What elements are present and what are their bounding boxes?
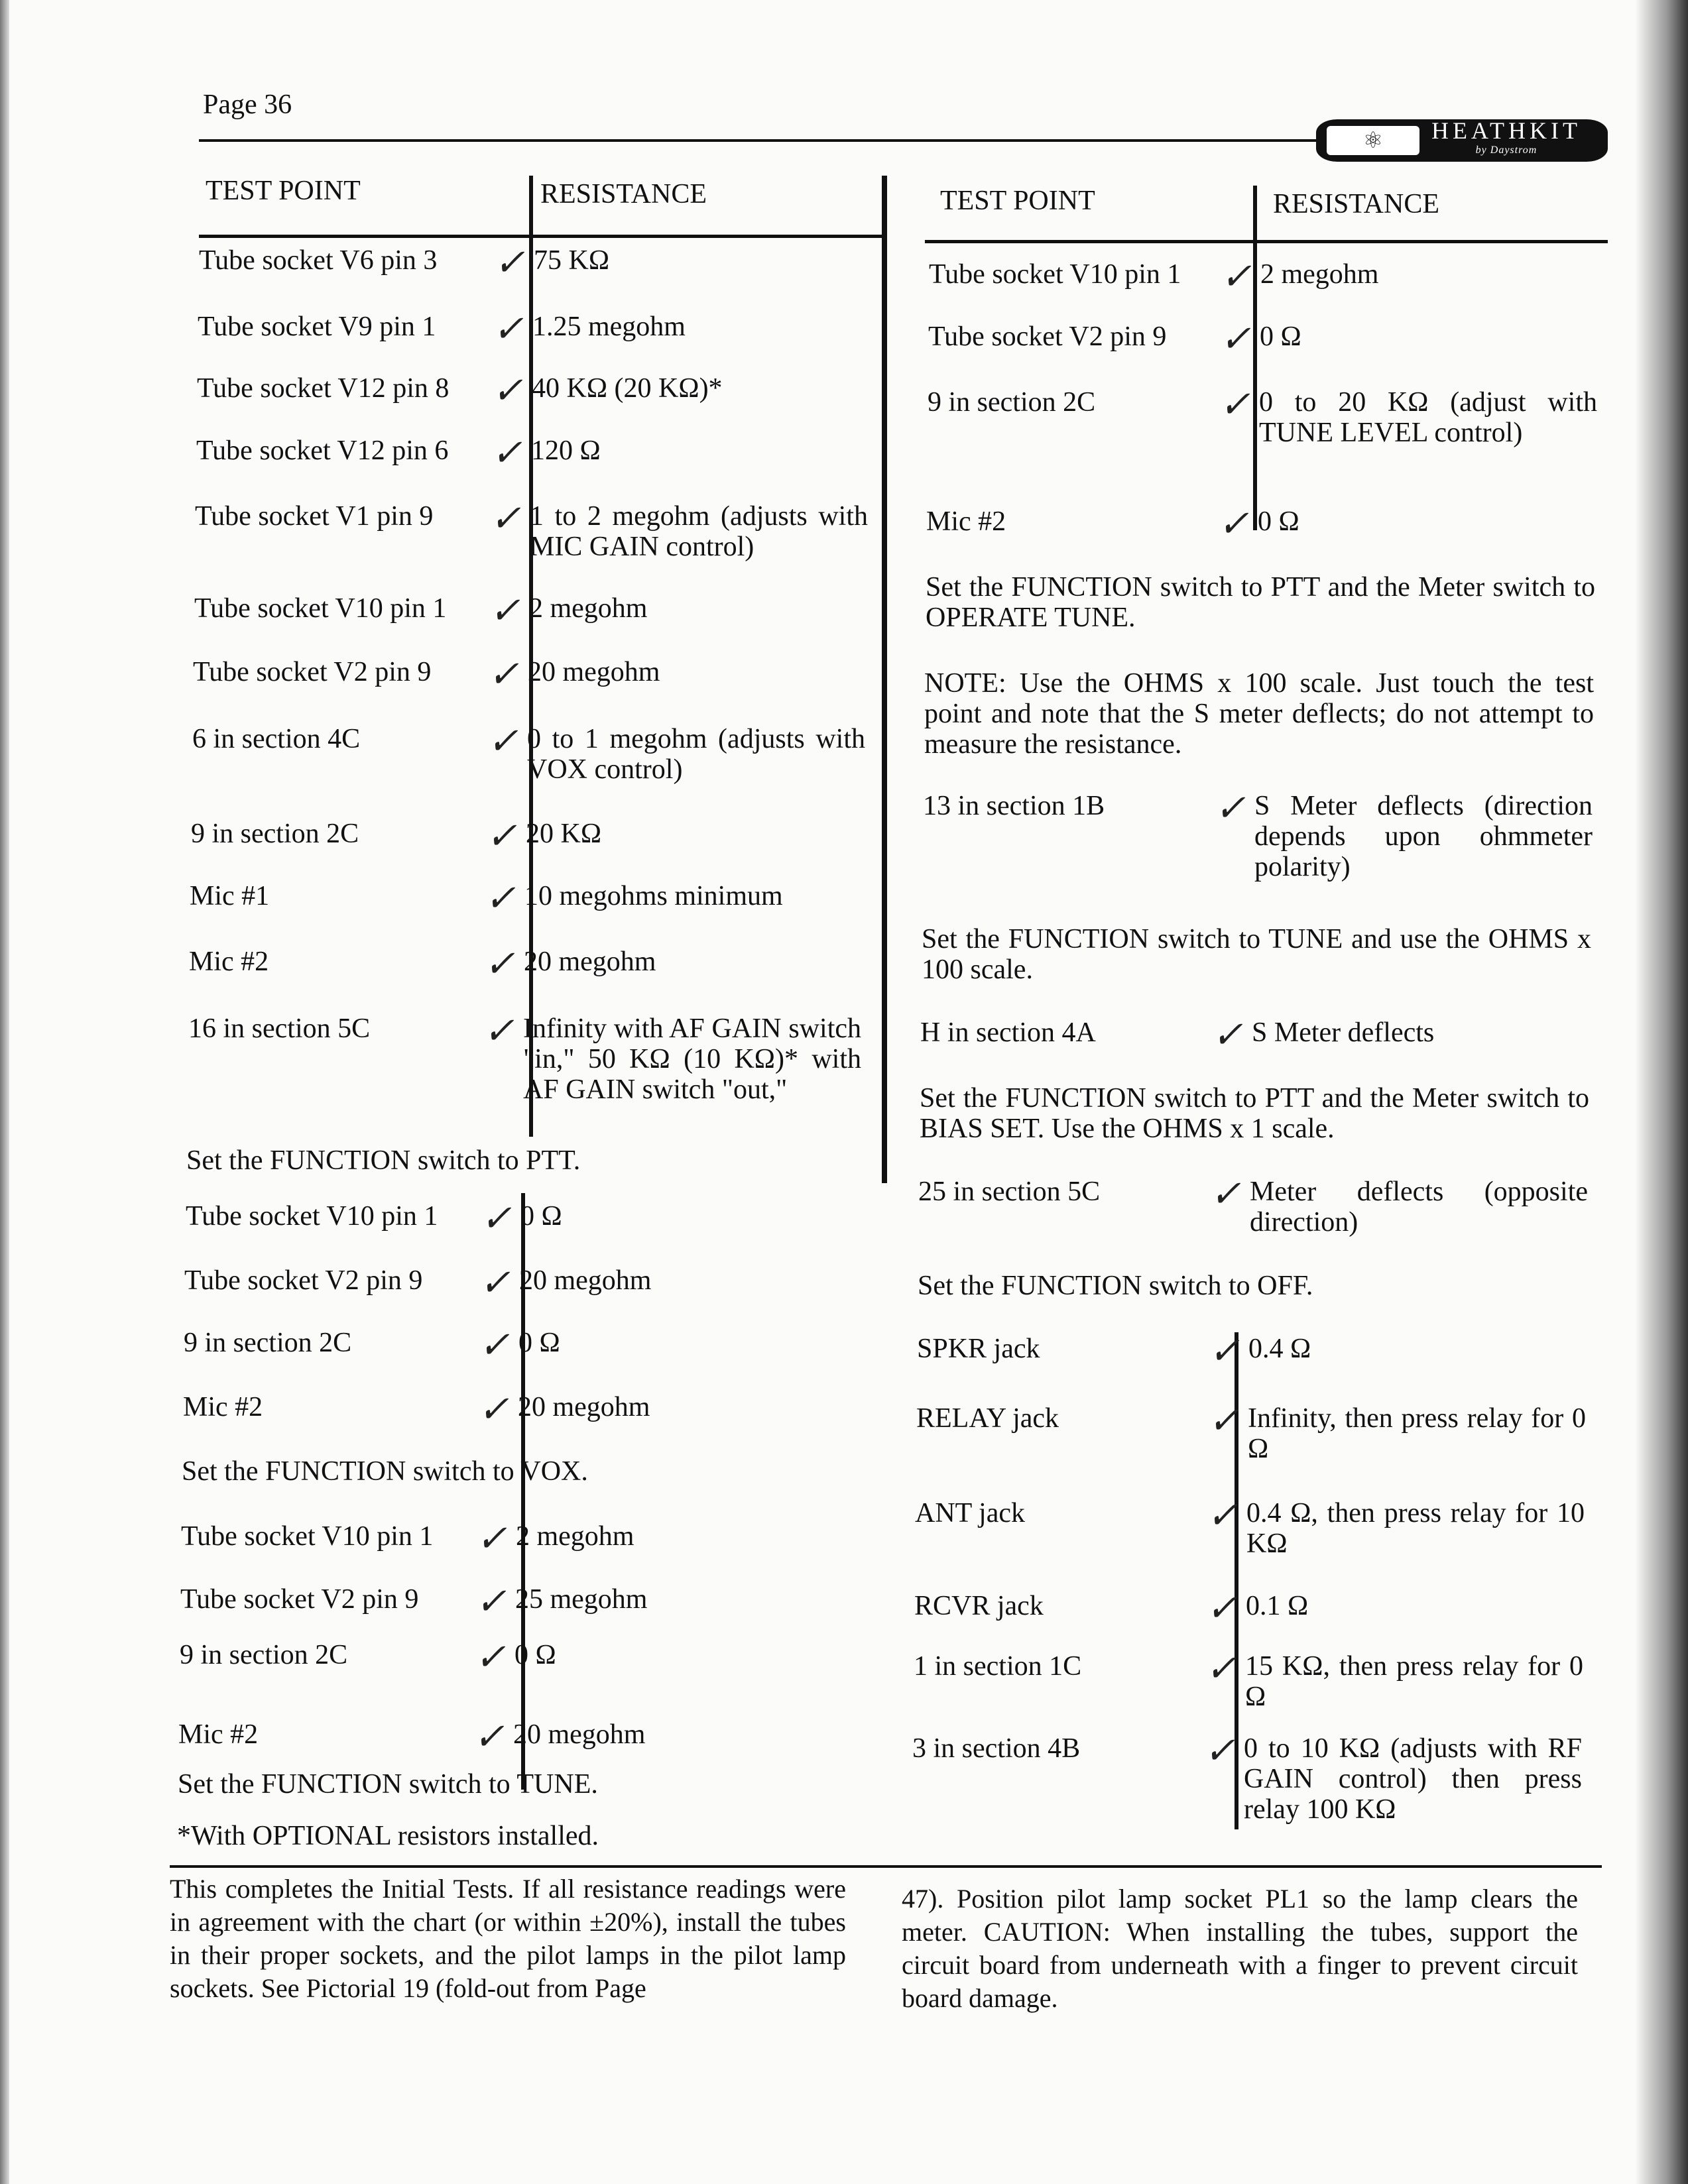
scan-edge-right	[1635, 0, 1688, 2184]
test-point-cell: Tube socket V12 pin 8	[197, 373, 450, 404]
test-point-cell: H in section 4A	[920, 1017, 1096, 1048]
left-header-test-point: TEST POINT	[206, 176, 361, 206]
instruction-text: *With OPTIONAL resistors installed.	[177, 1821, 599, 1851]
test-point-cell: Tube socket V2 pin 9	[180, 1584, 419, 1615]
resistance-cell: Meter deflects (opposite direction)	[1250, 1177, 1588, 1237]
handwritten-check-icon: ✓	[489, 591, 520, 632]
handwritten-check-icon: ✓	[483, 1011, 514, 1052]
handwritten-check-icon: ✓	[1209, 1331, 1240, 1372]
test-point-cell: Tube socket V9 pin 1	[198, 312, 436, 342]
handwritten-check-icon: ✓	[481, 1198, 512, 1239]
test-point-cell: Tube socket V10 pin 1	[186, 1201, 438, 1232]
resistance-cell: 10 megohms minimum	[524, 881, 783, 911]
resistance-cell: 20 KΩ	[526, 819, 602, 849]
handwritten-check-icon: ✓	[492, 371, 523, 412]
footer-paragraph-left: This completes the Initial Tests. If all resistance readings were in agreement with the chart (or within ±20%), install the tubes in their proper sockets, and the pilot lamps in the pilot lamp sockets. See Pictorial 19 (fold-out from Page	[170, 1874, 846, 2003]
handwritten-check-icon: ✓	[493, 309, 524, 350]
handwritten-check-icon: ✓	[1206, 1588, 1237, 1629]
test-point-cell: Tube socket V2 pin 9	[928, 321, 1167, 352]
instruction-text: Set the FUNCTION switch to OFF.	[918, 1271, 1313, 1301]
resistance-cell: 0 Ω	[514, 1640, 556, 1670]
test-point-cell: Tube socket V10 pin 1	[181, 1521, 434, 1552]
test-point-cell: Mic #2	[926, 506, 1006, 537]
instruction-text: Set the FUNCTION switch to PTT and the Meter switch to OPERATE TUNE.	[926, 572, 1595, 633]
page-number: Page 36	[203, 89, 292, 120]
handwritten-check-icon: ✓	[490, 498, 521, 540]
handwritten-check-icon: ✓	[1212, 1015, 1243, 1056]
test-point-cell: Tube socket V10 pin 1	[194, 593, 447, 624]
resistance-cell: 2 megohm	[516, 1521, 634, 1552]
resistance-cell: 1 to 2 megohm (adjusts with MIC GAIN control)	[530, 501, 868, 562]
test-point-cell: Mic #2	[183, 1392, 263, 1422]
resistance-cell: S Meter deflects (direction depends upon ohmmeter polarity)	[1254, 791, 1593, 882]
test-point-cell: Tube socket V2 pin 9	[193, 657, 432, 687]
instruction-text: NOTE: Use the OHMS x 100 scale. Just touch the test point and note that the S meter deflects; do not attempt to measure the resistance.	[924, 668, 1594, 760]
handwritten-check-icon: ✓	[1221, 257, 1252, 298]
left-header-resistance: RESISTANCE	[540, 179, 707, 209]
handwritten-check-icon: ✓	[494, 243, 525, 284]
handwritten-check-icon: ✓	[1215, 788, 1246, 829]
instruction-text: Set the FUNCTION switch to VOX.	[182, 1456, 588, 1487]
handwritten-check-icon: ✓	[476, 1519, 507, 1560]
resistance-cell: 20 megohm	[518, 1392, 650, 1422]
resistance-cell: 2 megohm	[529, 593, 648, 624]
header-rule	[199, 139, 1319, 142]
test-point-cell: 13 in section 1B	[923, 791, 1105, 821]
center-divider	[882, 176, 887, 1183]
right-header-test-point: TEST POINT	[940, 186, 1095, 216]
test-point-cell: 1 in section 1C	[914, 1651, 1082, 1682]
handwritten-check-icon: ✓	[1218, 504, 1249, 545]
resistance-cell: 1.25 megohm	[532, 312, 686, 342]
resistance-cell: S Meter deflects	[1252, 1017, 1435, 1048]
instruction-text: Set the FUNCTION switch to TUNE.	[178, 1769, 598, 1800]
handwritten-check-icon: ✓	[478, 1389, 509, 1430]
resistance-cell: 0 Ω	[1258, 506, 1299, 537]
handwritten-check-icon: ✓	[1204, 1731, 1235, 1772]
instruction-text: Set the FUNCTION switch to PTT and the Meter switch to BIAS SET. Use the OHMS x 1 scale.	[920, 1083, 1589, 1144]
resistance-cell: 0 to 10 KΩ (adjusts with RF GAIN control) then press relay 100 KΩ	[1244, 1733, 1582, 1825]
test-point-cell: SPKR jack	[917, 1334, 1040, 1364]
test-point-cell: RELAY jack	[916, 1403, 1059, 1434]
resistance-cell: 20 megohm	[513, 1719, 646, 1750]
resistance-cell: Infinity with AF GAIN switch "in," 50 KΩ (10 KΩ)* with AF GAIN switch "out,"	[523, 1013, 861, 1105]
handwritten-check-icon: ✓	[1207, 1495, 1238, 1536]
handwritten-check-icon: ✓	[479, 1325, 510, 1366]
logo-tagline: by Daystrom	[1475, 144, 1537, 156]
test-point-cell: 3 in section 4B	[912, 1733, 1081, 1764]
test-point-cell: 9 in section 2C	[184, 1328, 352, 1358]
test-point-cell: Mic #2	[189, 947, 269, 977]
resistance-cell: 120 Ω	[531, 435, 601, 466]
heathkit-logo	[1316, 119, 1608, 162]
resistance-cell: 20 megohm	[519, 1265, 652, 1296]
test-point-cell: 9 in section 2C	[180, 1640, 348, 1670]
resistance-cell: 20 megohm	[528, 657, 660, 687]
handwritten-check-icon: ✓	[473, 1717, 505, 1758]
test-point-cell: 9 in section 2C	[928, 387, 1096, 418]
test-point-cell: 25 in section 5C	[918, 1177, 1101, 1207]
footer-paragraph-right: 47). Position pilot lamp socket PL1 so the lamp clears the meter. CAUTION: When installing the tubes, support the circuit board from underneath with a finger to prevent circuit board damage.	[902, 1884, 1578, 2013]
handwritten-check-icon: ✓	[485, 878, 516, 919]
test-point-cell: 9 in section 2C	[191, 819, 359, 849]
resistance-cell: 0.4 Ω	[1248, 1334, 1311, 1364]
logo-brand: HEATHKIT	[1431, 117, 1581, 144]
handwritten-check-icon: ✓	[487, 721, 518, 762]
test-point-cell: Tube socket V12 pin 6	[196, 435, 449, 466]
resistance-cell: 0 Ω	[520, 1201, 562, 1232]
atom-icon: ⚛	[1327, 126, 1419, 155]
scan-edge-left	[0, 0, 9, 2184]
right-header-rule	[925, 240, 1608, 243]
resistance-cell: 0 Ω	[1260, 321, 1301, 352]
resistance-cell: 0 to 1 megohm (adjusts with VOX control)	[527, 724, 865, 785]
resistance-cell: 25 megohm	[515, 1584, 648, 1615]
left-header-rule	[199, 235, 884, 238]
test-point-cell: Tube socket V10 pin 1	[929, 259, 1181, 290]
handwritten-check-icon: ✓	[1205, 1648, 1236, 1690]
resistance-cell: Infinity, then press relay for 0 Ω	[1248, 1403, 1586, 1464]
instruction-text: Set the FUNCTION switch to TUNE and use the OHMS x 100 scale.	[922, 924, 1591, 985]
resistance-cell: 40 KΩ (20 KΩ)*	[532, 373, 723, 404]
handwritten-check-icon: ✓	[475, 1581, 507, 1623]
handwritten-check-icon: ✓	[488, 654, 519, 695]
resistance-cell: 20 megohm	[524, 947, 656, 977]
right-header-resistance: RESISTANCE	[1273, 189, 1439, 219]
resistance-cell: 0.4 Ω, then press relay for 10 KΩ	[1246, 1498, 1585, 1559]
handwritten-check-icon: ✓	[1210, 1174, 1241, 1215]
resistance-cell: 0 Ω	[518, 1328, 560, 1358]
right-divider-top	[1253, 186, 1257, 530]
test-point-cell: 16 in section 5C	[188, 1013, 371, 1044]
test-point-cell: Tube socket V1 pin 9	[195, 501, 434, 532]
handwritten-check-icon: ✓	[491, 433, 522, 474]
resistance-cell: 0.1 Ω	[1246, 1591, 1309, 1621]
resistance-cell: 75 KΩ	[534, 245, 610, 276]
handwritten-check-icon: ✓	[1220, 319, 1251, 360]
test-point-cell: 6 in section 4C	[192, 724, 361, 754]
instruction-text: Set the FUNCTION switch to PTT.	[186, 1145, 581, 1176]
handwritten-check-icon: ✓	[486, 816, 517, 857]
handwritten-check-icon: ✓	[479, 1263, 511, 1304]
handwritten-check-icon: ✓	[475, 1637, 506, 1678]
resistance-cell: 2 megohm	[1260, 259, 1379, 290]
test-point-cell: Mic #1	[190, 881, 270, 911]
test-point-cell: ANT jack	[915, 1498, 1026, 1528]
footer-rule	[170, 1865, 1602, 1868]
resistance-cell: 0 to 20 KΩ (adjust with TUNE LEVEL control)	[1259, 387, 1597, 448]
test-point-cell: Mic #2	[178, 1719, 259, 1750]
test-point-cell: RCVR jack	[914, 1591, 1044, 1621]
handwritten-check-icon: ✓	[484, 944, 515, 985]
resistance-cell: 15 KΩ, then press relay for 0 Ω	[1245, 1651, 1583, 1712]
test-point-cell: Tube socket V2 pin 9	[184, 1265, 423, 1296]
handwritten-check-icon: ✓	[1219, 384, 1250, 426]
test-point-cell: Tube socket V6 pin 3	[199, 245, 438, 276]
handwritten-check-icon: ✓	[1208, 1401, 1239, 1442]
